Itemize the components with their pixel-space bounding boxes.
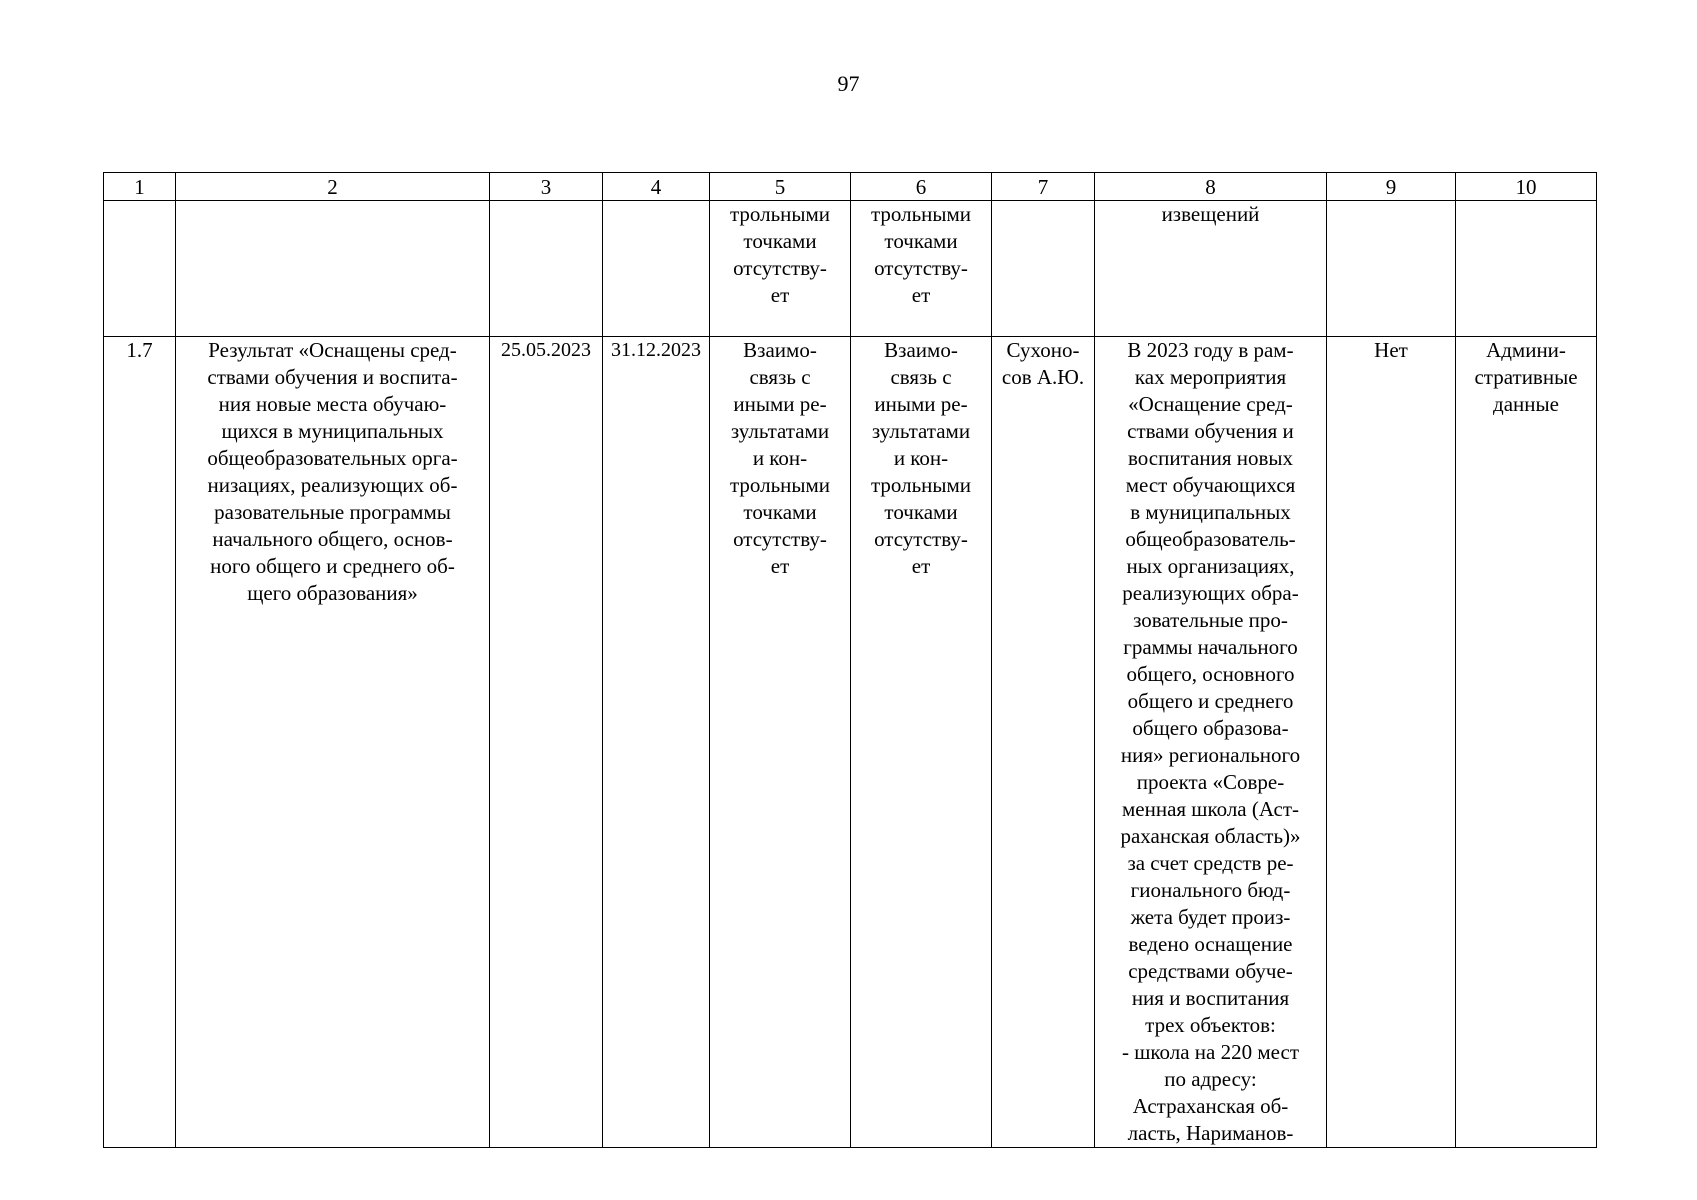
table-cell-description: извещений [1095,201,1327,337]
column-header-3: 3 [490,173,603,201]
table-cell [176,201,490,337]
table-cell [490,201,603,337]
relationship-cell: Взаимо- связь с иными ре- зультатами и кон- трольными точками отсутству- ет [851,337,992,1148]
column-header-2: 2 [176,173,490,201]
table-cell [992,201,1095,337]
column-header-4: 4 [603,173,710,201]
data-source-cell: Админи- стративные данные [1456,337,1597,1148]
column-header-10: 10 [1456,173,1597,201]
table-row-continued [104,201,1597,337]
end-date-cell: 31.12.2023 [603,337,710,1148]
column-header-8: 8 [1095,173,1327,201]
table-cell [104,201,176,337]
column-header-5: 5 [710,173,851,201]
results-table [103,172,1597,1148]
page-number: 97 [837,71,860,96]
flag-cell: Нет [1327,337,1456,1148]
description-cell: В 2023 году в рам- ках мероприятия «Оснащение сред- ствами обучения и воспитания новых мест обучающихся в муниципальных общеобразователь- ных организациях, реализующих обра- зовательные про- граммы начального общего, основного общего и среднего общего образова- ния» регионального проекта «Совре- менная школа (Аст- раханская область)» за счет средств ре- гионального бюд- жета будет произ- ведено оснащение средствами обуче- ния и воспитания трех объектов: - школа на 220 мест по адресу: Астраханская об- ласть, Нариманов- [1095,337,1327,1148]
column-header-6: 6 [851,173,992,201]
result-name-cell: Результат «Оснащены сред- ствами обучения и воспита- ния новые места обучаю- щихся в муниципальных общеобразовательных орга- низациях, реализующих об- разовательные программы начального общего, основ- ного общего и среднего об- щего образования» [176,337,490,1148]
column-header-1: 1 [104,173,176,201]
column-header-9: 9 [1327,173,1456,201]
table-cell [603,201,710,337]
column-header-7: 7 [992,173,1095,201]
responsible-person-cell: Сухоно- сов А.Ю. [992,337,1095,1148]
table-row-1-7 [104,337,1597,1148]
table-cell [1456,201,1597,337]
row-number-cell: 1.7 [104,337,176,1148]
table-cell [1327,201,1456,337]
relationship-cell: Взаимо- связь с иными ре- зультатами и кон- трольными точками отсутству- ет [710,337,851,1148]
header-row [104,173,1597,201]
start-date-cell: 25.05.2023 [490,337,603,1148]
table-cell-relationship: трольными точками отсутству- ет [851,201,992,337]
table-cell-relationship: трольными точками отсутству- ет [710,201,851,337]
